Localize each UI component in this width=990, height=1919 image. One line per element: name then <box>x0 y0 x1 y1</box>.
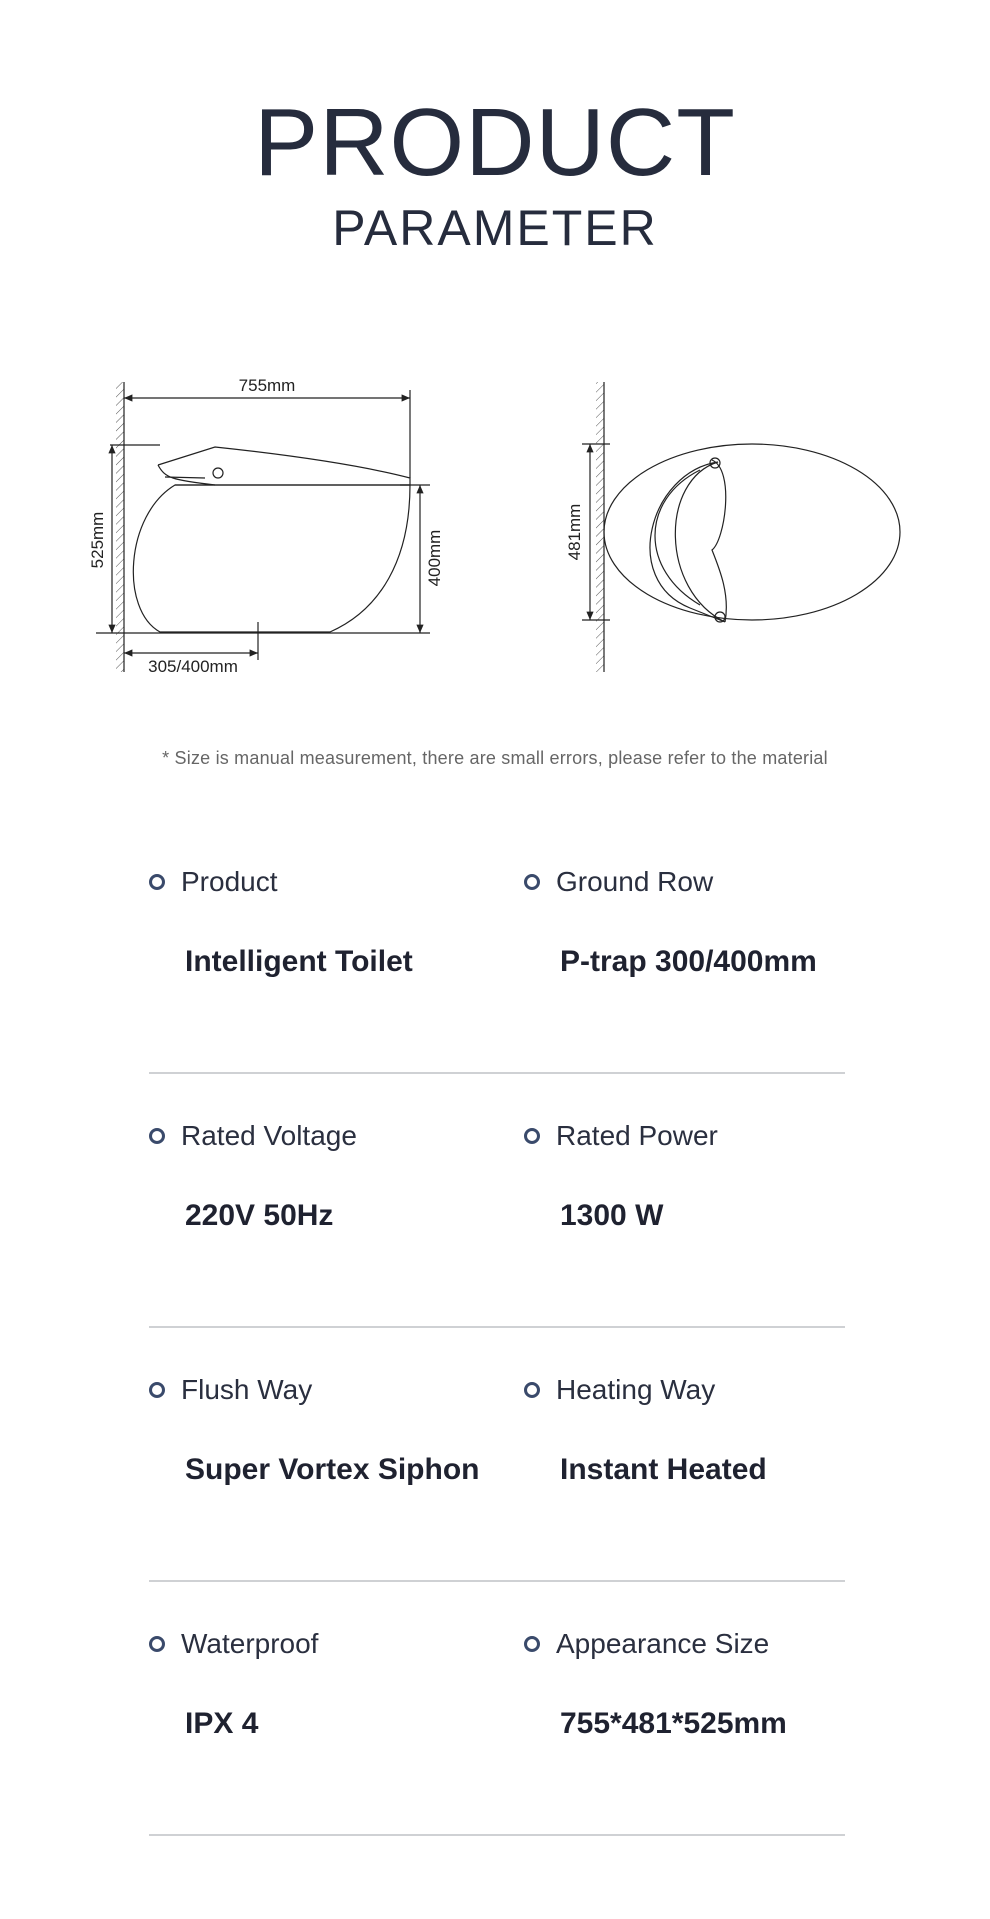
bullet-circle-icon <box>149 1382 165 1398</box>
spec-table <box>149 820 845 1836</box>
bullet-circle-icon <box>149 1128 165 1144</box>
bullet-circle-icon <box>524 1636 540 1652</box>
seat-height-dimension-label: 400mm <box>425 529 444 587</box>
spec-value: IPX 4 <box>185 1707 259 1740</box>
dimension-drawing <box>0 360 990 700</box>
bullet-circle-icon <box>524 1382 540 1398</box>
spec-label: Flush Way <box>181 1374 313 1405</box>
measurement-note: * Size is manual measurement, there are small errors, please refer to the material <box>162 748 828 768</box>
length-dimension-label: 755mm <box>238 376 296 395</box>
spec-label: Appearance Size <box>556 1628 770 1659</box>
page-subtitle: PARAMETER <box>332 200 658 256</box>
rough-in-dimension-label: 305/400mm <box>148 657 238 676</box>
page-title: PRODUCT <box>254 89 736 196</box>
bullet-circle-icon <box>524 1128 540 1144</box>
spec-label: Product <box>181 866 278 897</box>
spec-label: Heating Way <box>556 1374 716 1405</box>
bullet-circle-icon <box>149 874 165 890</box>
spec-value: 755*481*525mm <box>560 1707 787 1740</box>
spec-row <box>149 1328 845 1582</box>
spec-label: Ground Row <box>556 866 714 897</box>
side-view-drawing <box>96 382 430 672</box>
spec-label: Rated Power <box>556 1120 718 1151</box>
spec-value: Instant Heated <box>560 1453 767 1486</box>
spec-value: Intelligent Toilet <box>185 945 413 978</box>
bullet-circle-icon <box>149 1636 165 1652</box>
spec-value: 220V 50Hz <box>185 1199 334 1232</box>
bullet-circle-icon <box>524 874 540 890</box>
spec-value: 1300 W <box>560 1199 664 1232</box>
spec-label: Rated Voltage <box>181 1120 357 1151</box>
spec-value: Super Vortex Siphon <box>185 1453 480 1486</box>
spec-row <box>149 1582 845 1836</box>
top-view-drawing <box>582 382 900 672</box>
spec-value: P-trap 300/400mm <box>560 945 817 978</box>
spec-row <box>149 820 845 1074</box>
row-divider <box>149 1834 845 1836</box>
width-dimension-label: 481mm <box>565 503 584 561</box>
spec-row <box>149 1074 845 1328</box>
height-dimension-label: 525mm <box>88 511 107 569</box>
spec-label: Waterproof <box>181 1628 319 1659</box>
